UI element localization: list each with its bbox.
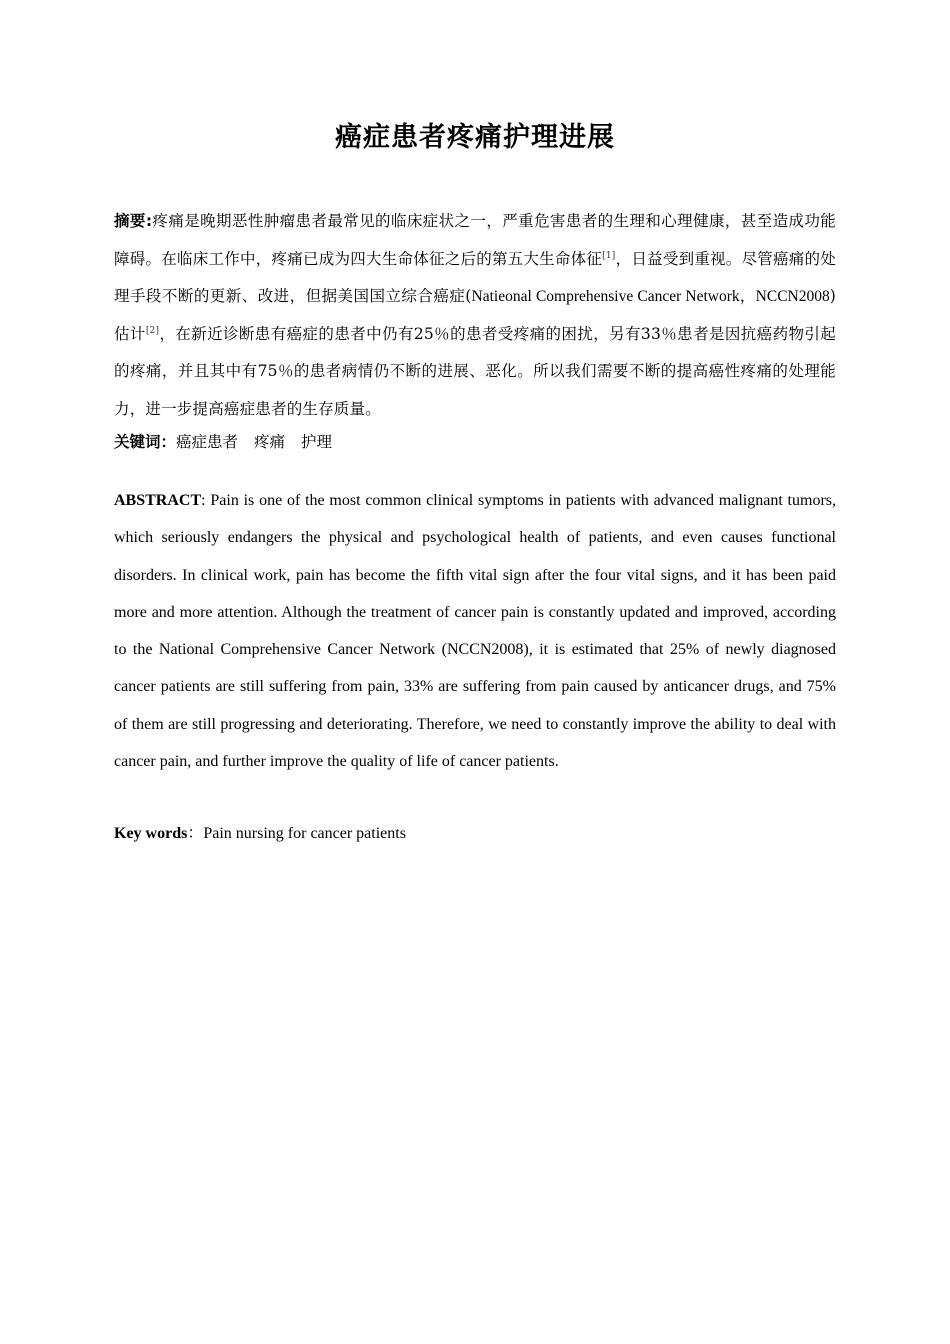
citation-1: [1] — [602, 250, 616, 261]
english-keywords-value: Pain nursing for cancer patients — [203, 825, 406, 842]
keyword-item: 癌症患者 — [176, 433, 239, 451]
chinese-abstract-text-2: ，日益受到重视。尽管癌痛的处理手段不断的更新、改进，但据美国国立综合癌症( — [114, 249, 836, 305]
chinese-abstract — [114, 203, 836, 428]
english-abstract-label: ABSTRACT — [114, 492, 202, 509]
chinese-abstract-text-4: ，在新近诊断患有癌症的患者中仍有25％的患者受疼痛的困扰，另有33％患者是因抗癌药物引起的疼痛，并且其中有75％的患者病情仍不断的进展、恶化。所以我们需要不断的提高癌性疼痛的处理能力，进一步提高癌症患者的生存质量。 — [114, 324, 836, 418]
english-abstract — [114, 482, 836, 780]
english-keywords-colon: ： — [187, 825, 204, 842]
chinese-abstract-text-3: )估计 — [114, 287, 836, 343]
paper-title: 癌症患者疼痛护理进展 — [335, 122, 615, 153]
chinese-abstract-label: 摘要 — [114, 212, 146, 230]
chinese-keywords — [114, 428, 836, 456]
citation-2: [2] — [145, 325, 160, 336]
english-keywords-label: Key words — [114, 825, 188, 842]
chinese-abstract-text-1: 疼痛是晚期恶性肿瘤患者最常见的临床症状之一，严重危害患者的生理和心理健康，甚至造成功能障碍。在临床工作中，疼痛已成为四大生命体征之后的第五大生命体征 — [114, 212, 836, 268]
keyword-item: 护理 — [301, 433, 333, 451]
keyword-item: 疼痛 — [254, 433, 286, 451]
english-abstract-body: : Pain is one of the most common clinical symptoms in patients with advanced malignant tumors, which seriously endangers the physical and psychological health of patients, and even causes functional disorders. In clinical work, pain has become the fifth vital sign after the four vital signs, and it has been paid more and more attention. Although the treatment of cancer pain is constantly updated and improved, according to the National Comprehensive Cancer Network (NCCN2008), it is estimated that 25% of newly diagnosed cancer patients are still suffering from pain, 33% are suffering from pain caused by anticancer drugs, and 75% of them are still progressing and deteriorating. Therefore, we need to constantly improve the ability to deal with cancer pain, and further improve the quality of life of cancer patients. — [114, 492, 836, 771]
organization-name: Natieonal Comprehensive Cancer Network，NCCN2008 — [471, 288, 830, 305]
chinese-keywords-label: 关键词： — [114, 433, 177, 451]
chinese-abstract-colon: : — [145, 212, 153, 230]
english-keywords — [114, 821, 836, 847]
